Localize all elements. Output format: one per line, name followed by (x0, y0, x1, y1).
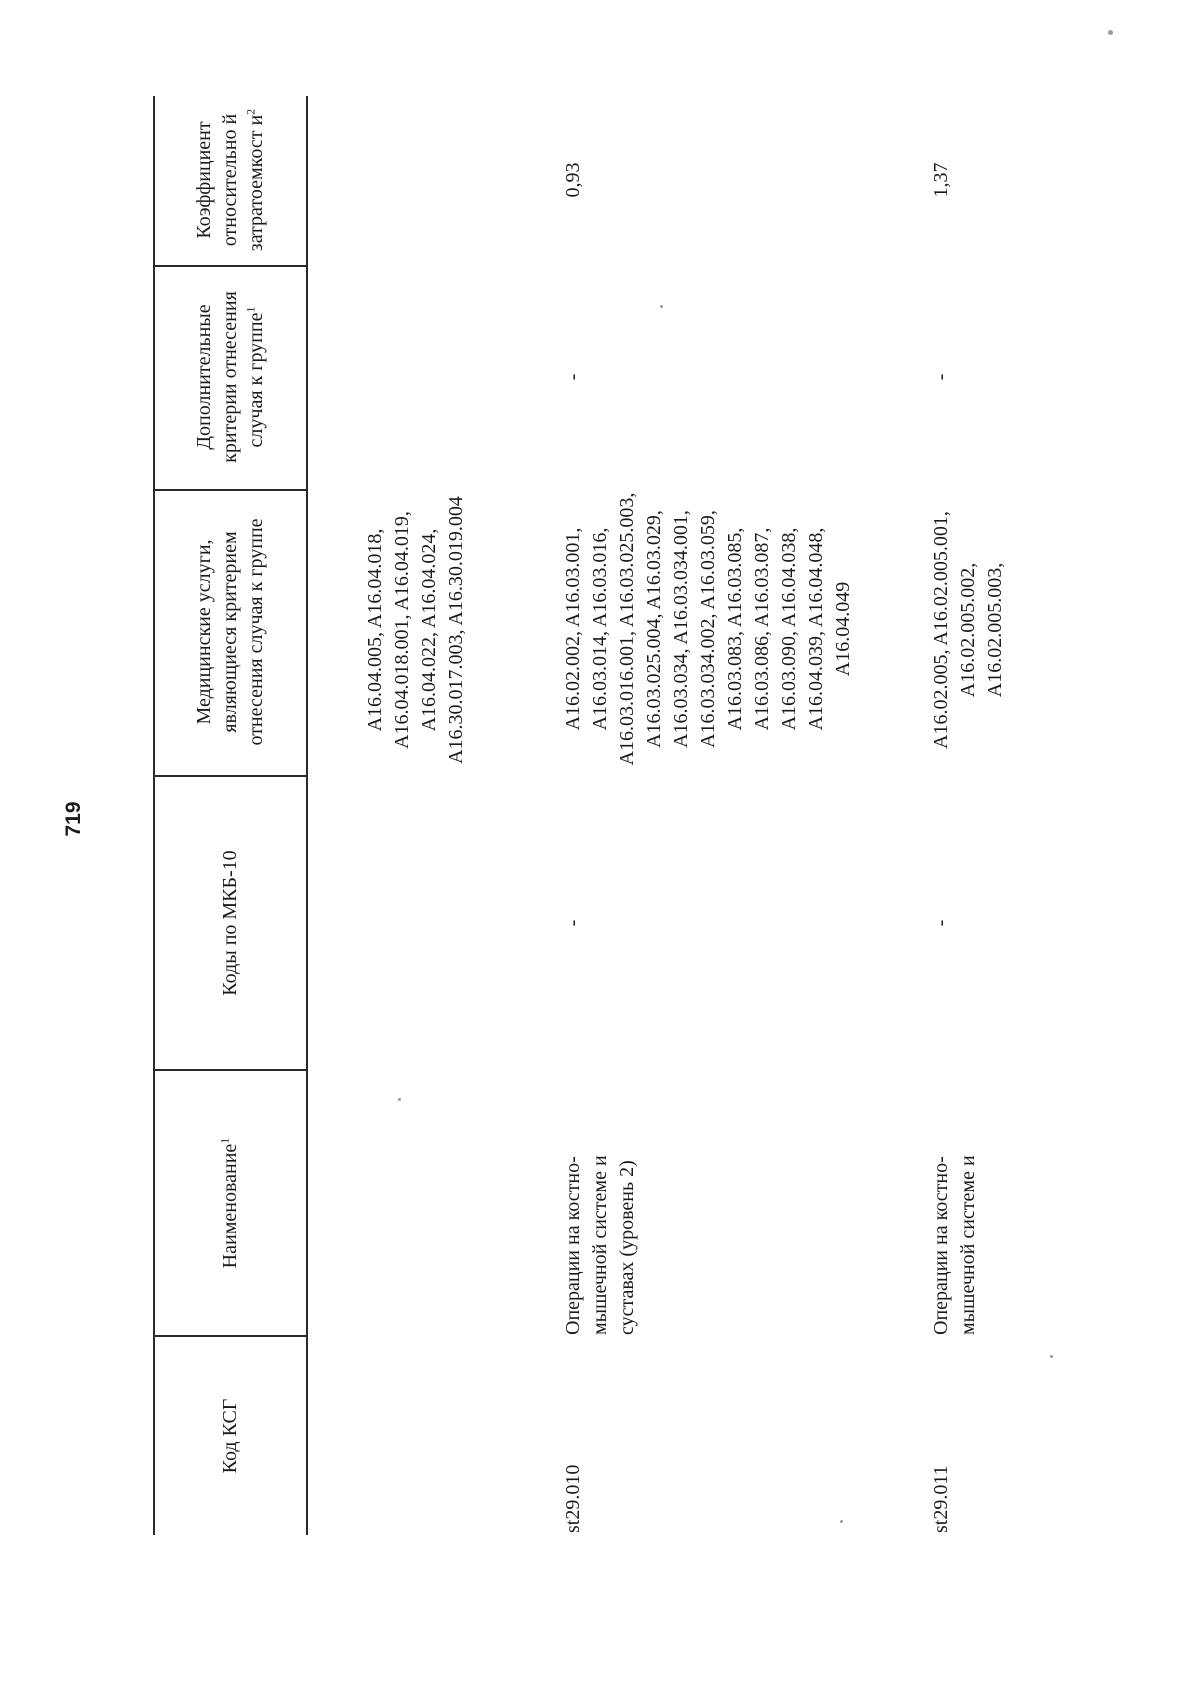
header-col-separator (153, 266, 306, 268)
table-row-mkb: - (930, 919, 952, 927)
header-mkb (155, 777, 305, 1069)
table-row-coef: 1,37 (930, 162, 952, 198)
table-row-coef: 0,93 (562, 162, 584, 198)
table-row-services: A16.02.005, A16.02.005.001, A16.02.005.002, A16.02.005.003, (930, 511, 1006, 749)
header-name (155, 1071, 305, 1335)
header-services (155, 497, 305, 767)
table-row-code: st29.010 (562, 1464, 584, 1533)
header-criteria (155, 269, 305, 485)
table-row-name: Операции на костно-мышечной системе и суставах (уровень 2) (562, 1155, 638, 1335)
table-row-services: A16.02.002, A16.03.001, A16.03.014, A16.03.016, A16.03.016.001, A16.03.025.003, A16.03.025.004, A16.03.029, A16.03.034, A16.03.034.001, A16.03.034.002, A16.03.059, A16.03.083, A16.03.085, A16.03.086, A16.03.087, A16.03.090, A16.04.038, A16.04.039, A16.04.048, A16.04.049 (562, 492, 854, 766)
table-row-criteria: - (562, 373, 584, 381)
table-row-services: A16.04.005, A16.04.018, A16.04.018.001, A16.04.019, A16.04.022, A16.04.024, A16.30.017.003, A16.30.019.004 (364, 496, 467, 764)
header-code (155, 1337, 305, 1535)
header-code-label: Код КСГ (219, 1398, 241, 1474)
header-name-label: Наименование$^1$ (217, 1137, 241, 1269)
header-col-separator (153, 490, 306, 492)
header-bottom-border (306, 96, 308, 1535)
header-services-label: Медицинские услуги, являющиеся критерием отнесения случая к группе (193, 518, 267, 746)
table-row-name: Операции на костно-мышечной системе и (930, 1155, 979, 1335)
table-row-mkb: - (562, 919, 584, 927)
header-mkb-label: Коды по МКБ-10 (219, 850, 241, 996)
table-row-criteria: - (930, 373, 952, 381)
header-coef (155, 95, 305, 265)
table-row-code: st29.011 (930, 1465, 952, 1533)
page-number: 719 (62, 801, 85, 837)
header-coef-label: Коэффициент относительно й затратоемкост $и^2$ (193, 108, 267, 252)
header-criteria-label: Дополнительные критерии отнесения случая к группе$^1$ (193, 291, 267, 463)
